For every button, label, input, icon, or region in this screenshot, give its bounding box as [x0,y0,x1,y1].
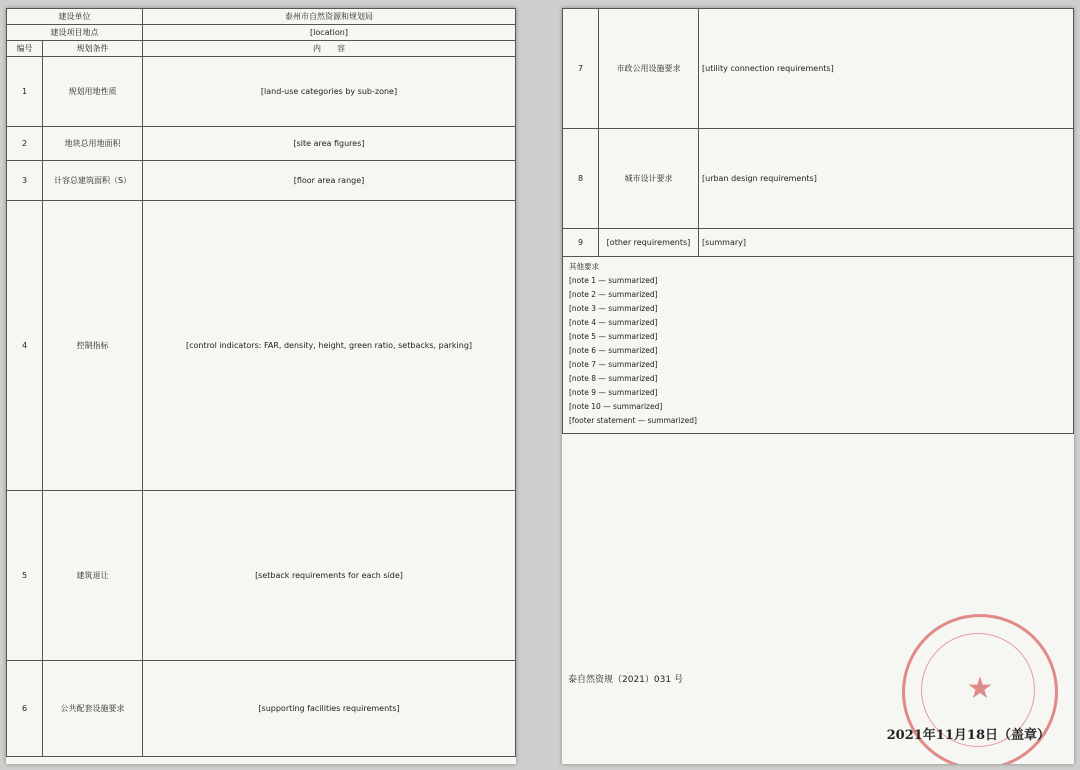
row-2-no: 2 [7,127,43,161]
row-1-item: 规划用地性质 [43,57,143,127]
row-9-item: [other requirements] [599,229,699,257]
unit-label: 建设单位 [7,9,143,25]
row-4-content: [control indicators: FAR, density, height, green ratio, setbacks, parking] [143,201,516,491]
location-value: [location] [143,25,516,41]
row-8-item: 城市设计要求 [599,129,699,229]
row-2-item: 地块总用地面积 [43,127,143,161]
row-6-no: 6 [7,661,43,757]
row-8-no: 8 [563,129,599,229]
row-4-no: 4 [7,201,43,491]
row-6-item: 公共配套设施要求 [43,661,143,757]
row-5-item: 建筑退让 [43,491,143,661]
document-number: 泰自然资规（2021）031 号 [568,675,683,685]
row-3-content: [floor area range] [143,161,516,201]
col-item-header: 规划条件 [43,41,143,57]
note-item: [note 8 — summarized] [569,374,658,383]
conditions-table-left [6,8,516,757]
note-item: [note 7 — summarized] [569,360,658,369]
row-8-content: [urban design requirements] [699,129,1074,229]
other-requirements-notes [562,257,1074,434]
note-item: [note 3 — summarized] [569,304,658,313]
right-page [562,8,1074,764]
row-9-no: 9 [563,229,599,257]
location-label: 建设项目地点 [7,25,143,41]
seal-star-icon: ★ [966,671,994,706]
row-6-content: [supporting facilities requirements] [143,661,516,757]
note-item: [note 1 — summarized] [569,276,658,285]
row-1-content: [land-use categories by sub-zone] [143,57,516,127]
note-item: [note 10 — summarized] [569,402,663,411]
col-content-header: 内 容 [143,41,516,57]
row-3-no: 3 [7,161,43,201]
row-5-content: [setback requirements for each side] [143,491,516,661]
row-2-content: [site area figures] [143,127,516,161]
signature-date: 2021年11月18日（盖章） [886,728,1050,743]
row-9-content: [summary] [699,229,1074,257]
row-3-item: 计容总建筑面积（S） [43,161,143,201]
row-4-item: 控制指标 [43,201,143,491]
row-7-item: 市政公用设施要求 [599,9,699,129]
row-7-no: 7 [563,9,599,129]
row-5-no: 5 [7,491,43,661]
notes-title: 其他要求 [569,262,599,271]
row-1-no: 1 [7,57,43,127]
note-item: [note 4 — summarized] [569,318,658,327]
note-item: [note 2 — summarized] [569,290,658,299]
note-item: [note 9 — summarized] [569,388,658,397]
left-page [6,8,516,764]
col-no-header: 编号 [7,41,43,57]
note-item: [note 6 — summarized] [569,346,658,355]
footer-note: [footer statement — summarized] [569,416,697,425]
row-7-content: [utility connection requirements] [699,9,1074,129]
note-item: [note 5 — summarized] [569,332,658,341]
unit-value: 泰州市自然资源和规划局 [143,9,516,25]
conditions-table-right [562,8,1074,257]
